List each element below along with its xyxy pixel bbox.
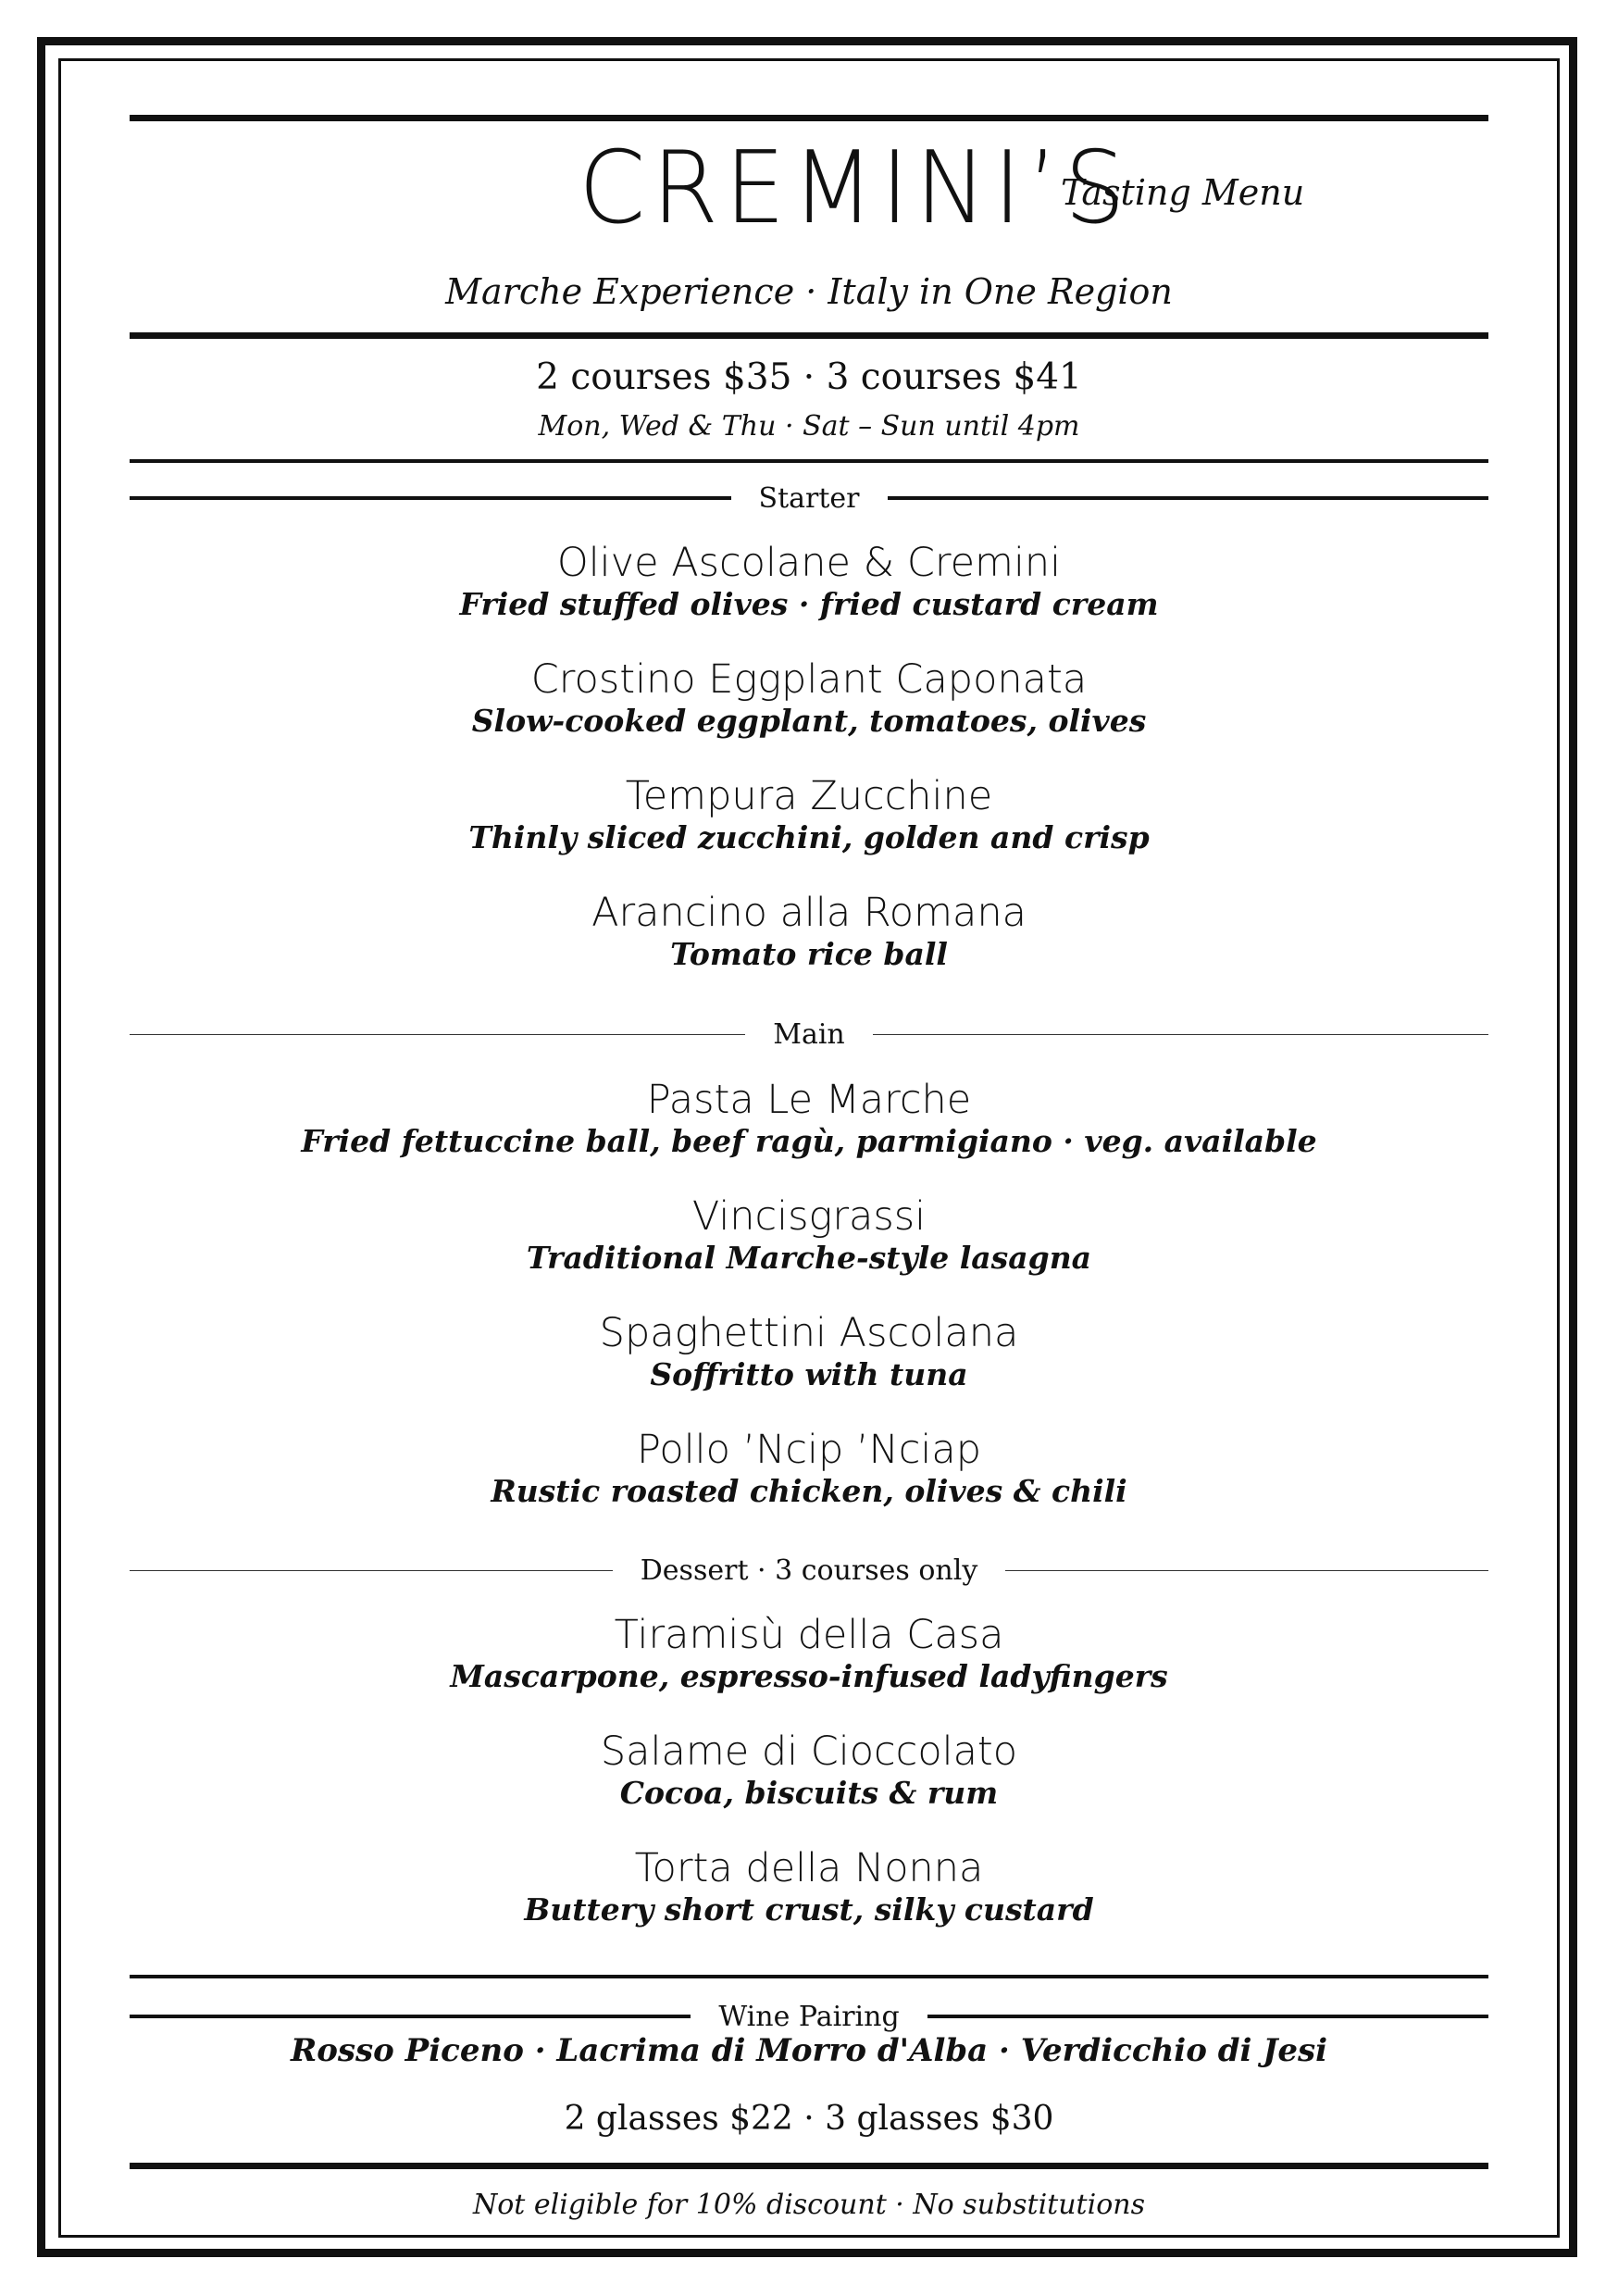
course-prices: 2 courses $35 · 3 courses $41	[536, 356, 1082, 398]
dish-name: Vincisgrassi	[691, 1193, 927, 1240]
tagline-rule	[130, 332, 1488, 339]
tagline: Marche Experience · Italy in One Region	[445, 271, 1173, 312]
menu-item	[130, 1427, 1488, 1510]
schedule: Mon, Wed & Thu · Sat – Sun until 4pm	[538, 410, 1080, 443]
menu-item	[130, 1077, 1488, 1160]
dish-description: Soffritto with tuna	[650, 1356, 968, 1392]
dish-description: Tomato rice ball	[670, 936, 948, 972]
dish-description: Traditional Marche-style lasagna	[526, 1240, 1092, 1276]
dish-description: Thinly sliced zucchini, golden and crisp	[468, 819, 1150, 855]
divider-line	[130, 1570, 613, 1571]
divider-line	[130, 1034, 745, 1035]
menu-item	[130, 1612, 1488, 1695]
menu-item	[130, 890, 1488, 973]
dish-description: Slow-cooked eggplant, tomatoes, olives	[471, 703, 1147, 739]
divider-line	[130, 2015, 691, 2018]
menu-item	[130, 1310, 1488, 1393]
menu-item	[130, 656, 1488, 740]
dish-description: Cocoa, biscuits & rum	[619, 1775, 999, 1811]
wine-heading	[130, 1998, 1488, 2035]
menu-item	[130, 773, 1488, 856]
dish-name: Tiramisù della Casa	[614, 1612, 1004, 1658]
dish-name: Torta della Nonna	[634, 1845, 984, 1891]
section-title-dessert: Dessert · 3 courses only	[640, 1554, 978, 1587]
dish-name: Olive Ascolane & Cremini	[556, 540, 1062, 586]
divider-line	[927, 2015, 1488, 2018]
divider-line	[873, 1034, 1488, 1035]
starter-heading	[130, 480, 1488, 517]
wine-top-rule	[130, 1975, 1488, 1978]
dish-description: Fried fettuccine ball, beef ragù, parmigiano · veg. available	[301, 1123, 1317, 1159]
menu-subtitle: Tasting Menu	[1061, 172, 1305, 213]
wine-list: Rosso Piceno · Lacrima di Morro d'Alba · Verdicchio di Jesi	[290, 2032, 1328, 2069]
dish-description: Fried stuffed olives · fried custard cream	[459, 586, 1159, 622]
dish-name: Crostino Eggplant Caponata	[530, 656, 1088, 703]
schedule-rule	[130, 459, 1488, 463]
footer-note: Not eligible for 10% discount · No substitutions	[473, 2189, 1145, 2221]
dish-name: Arancino alla Romana	[591, 890, 1027, 936]
dish-description: Mascarpone, espresso-infused ladyfingers	[450, 1658, 1168, 1694]
dish-name: Pollo ’Ncip ’Nciap	[636, 1427, 982, 1473]
menu-item	[130, 1845, 1488, 1928]
menu-item	[130, 1728, 1488, 1812]
divider-line	[1005, 1570, 1488, 1571]
dish-name: Pasta Le Marche	[646, 1077, 972, 1123]
dish-description: Buttery short crust, silky custard	[524, 1891, 1094, 1928]
dish-name: Spaghettini Ascolana	[599, 1310, 1019, 1356]
dish-name: Salame di Cioccolato	[600, 1728, 1018, 1775]
dish-name: Tempura Zucchine	[625, 773, 993, 819]
header-top-rule	[130, 115, 1488, 121]
section-title-wine: Wine Pairing	[718, 2000, 900, 2033]
main-heading	[130, 1016, 1488, 1053]
section-title-starter: Starter	[758, 481, 860, 515]
menu-item	[130, 540, 1488, 623]
footer-rule	[130, 2163, 1488, 2169]
dish-description: Rustic roasted chicken, olives & chili	[491, 1473, 1127, 1509]
divider-line	[888, 496, 1489, 500]
menu-item	[130, 1193, 1488, 1277]
glass-prices: 2 glasses $22 · 3 glasses $30	[564, 2100, 1054, 2138]
section-title-main: Main	[773, 1017, 845, 1051]
divider-line	[130, 496, 731, 500]
dessert-heading	[130, 1552, 1488, 1589]
brand-title: CREMINI’S	[579, 131, 1132, 246]
